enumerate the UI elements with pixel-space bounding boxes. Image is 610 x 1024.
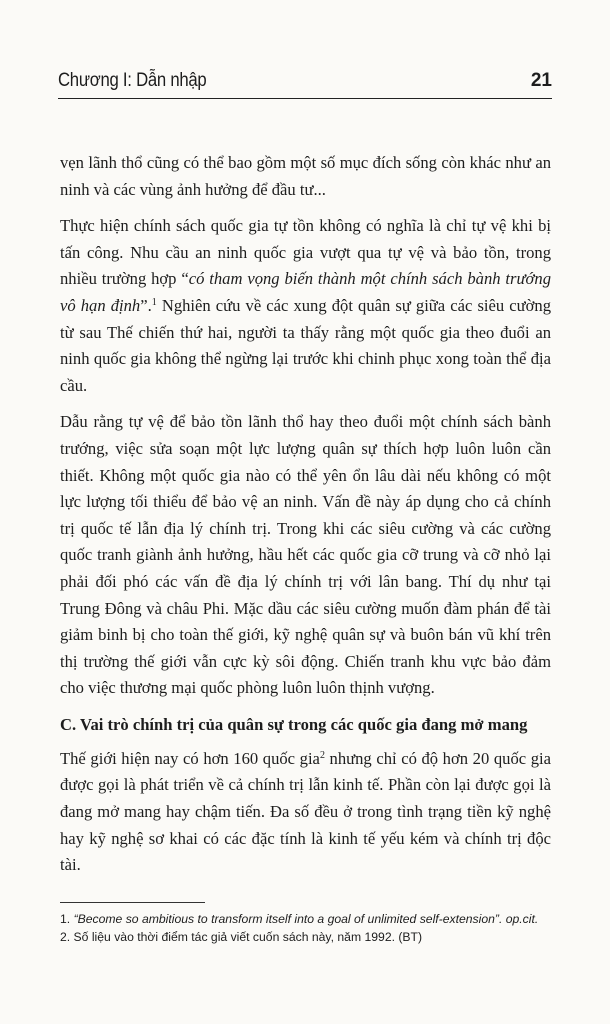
paragraph-3: Dẫu rằng tự vệ để bảo tồn lãnh thổ hay theo đuổi một chính sách bành trướng, việc sửa soạn một lực lượng quân sự thích hợp luôn luôn cần thiết. Không một quốc gia nào có thể yên ổn lâu dài nếu không có một lực lượng tối thiểu để bảo vệ an ninh. Vấn đề này áp dụng cho cả chính trị quốc tế lẫn địa lý chính trị. Trong khi các siêu cường và các cường quốc tranh giành ảnh hưởng, hầu hết các quốc gia cỡ trung và cỡ nhỏ lại phải đối phó các vấn đề địa lý chính trị với lân bang. Thí dụ như tại Trung Đông và châu Phi. Mặc dầu các siêu cường muốn đàm phán để tài giảm binh bị cho toàn thế giới, kỹ nghệ quân sự và buôn bán vũ khí trên thị trường thế giới vẫn cực kỳ sôi động. Chiến tranh khu vực bảo đảm cho việc thương mại quốc phòng luôn luôn thịnh vượng. — [60, 412, 551, 698]
paragraph-4 — [60, 746, 551, 879]
footnote-1-text: “Become so ambitious to transform itself into a goal of unlimited self-extension”. op.cit. — [73, 912, 539, 926]
footnote-1-number: 1. — [60, 912, 74, 926]
body-text — [60, 150, 551, 889]
footnote-2: 2. Số liệu vào thời điểm tác giả viết cuốn sách này, năm 1992. (BT) — [60, 929, 423, 944]
section-heading: C. Vai trò chính trị của quân sự trong các quốc gia đang mở mang — [60, 714, 528, 734]
footnote-ref-2[interactable]: 2 — [319, 749, 325, 761]
page-header — [58, 66, 552, 96]
paragraph-2 — [60, 213, 551, 399]
footnote-1 — [60, 911, 551, 928]
footnote-rule — [60, 902, 205, 903]
paragraph-2-text-a: Thực hiện chính sách quốc gia tự tồn không có nghĩa là chỉ tự vệ khi bị tấn công. Nhu cầu an ninh quốc gia vượt qua tự vệ và bảo tồn, trong nhiều trường hợp “ — [60, 216, 551, 289]
paragraph-4-text-a: Thế giới hiện nay có hơn 160 quốc gia — [60, 748, 320, 768]
paragraph-2-quote: có tham vọng biến thành một chính sách bành trướng vô hạn định — [60, 269, 551, 315]
paragraph-4-text-b: nhưng chỉ có độ hơn 20 quốc gia được gọi là phát triển về cả chính trị lẫn kinh tế. Phần còn lại được gọi là đang mở mang hay chậm tiến. Đa số đều ở trong tình trạng tiền kỹ nghệ hay kỹ nghệ sơ khai có các đặc tính là kinh tế yếu kém và chính trị độc tài. — [60, 748, 551, 875]
header-rule — [58, 98, 552, 99]
paragraph-1: vẹn lãnh thổ cũng có thể bao gồm một số mục đích sống còn khác như an ninh và các vùng ảnh hưởng để đầu tư... — [60, 153, 551, 199]
chapter-title: Chương I: Dẫn nhập — [58, 70, 207, 91]
footnote-ref-1[interactable]: 1 — [151, 296, 157, 308]
paragraph-2-text-b: ”. — [140, 295, 152, 315]
page-number: 21 — [530, 70, 552, 91]
paragraph-2-text-c: Nghiên cứu về các xung đột quân sự giữa các siêu cường từ sau Thế chiến thứ hai, người ta thấy rằng một quốc gia theo đuổi an ninh quốc gia không thể ngừng lại trước khi chinh phục xong toàn thể địa cầu. — [60, 295, 551, 395]
footnotes — [60, 902, 551, 946]
